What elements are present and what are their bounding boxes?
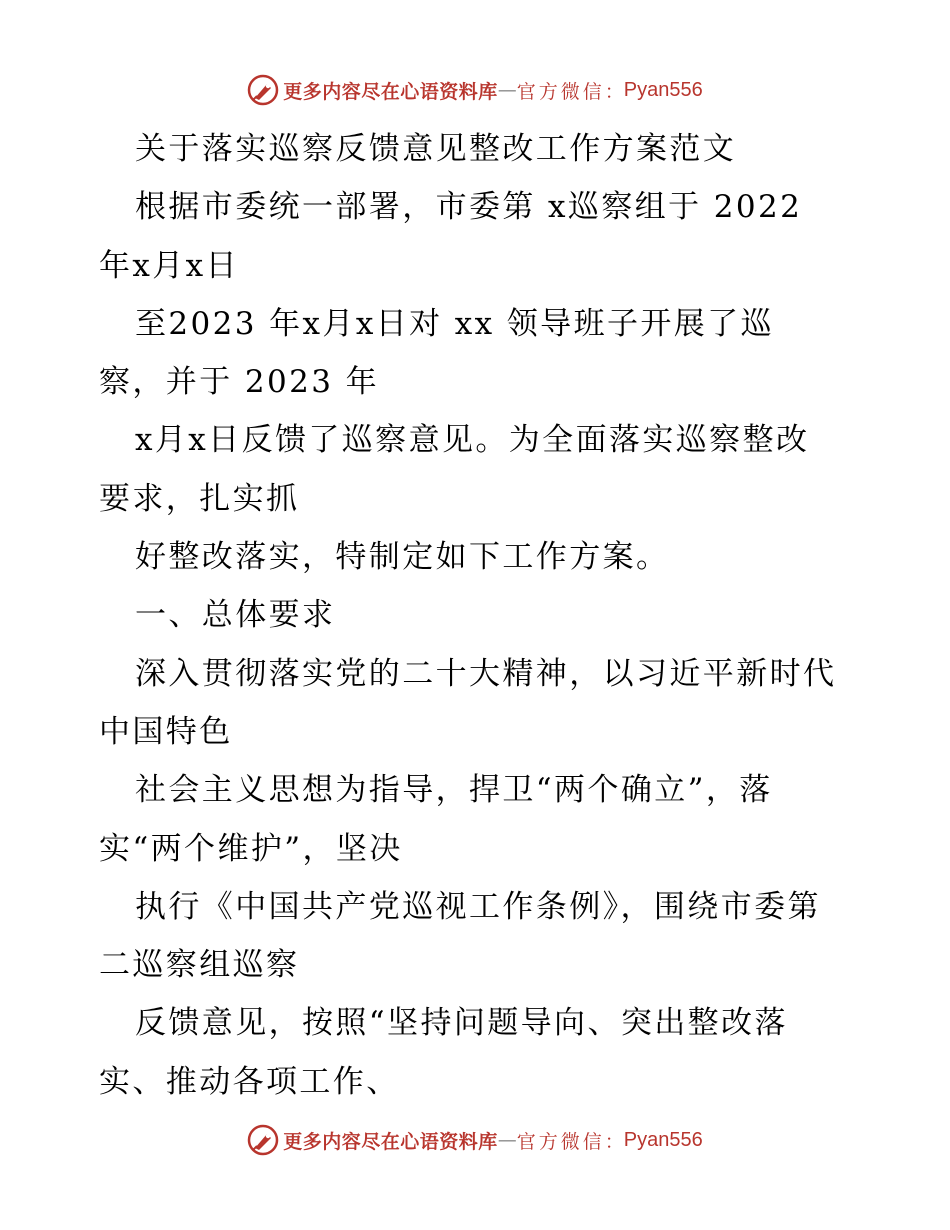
paragraph-line: x月x日反馈了巡察意见。为全面落实巡察整改 xyxy=(135,422,810,459)
pen-nib-logo-icon xyxy=(247,1124,279,1156)
footer-watermark-banner xyxy=(0,1120,950,1160)
paragraph-line: 社会主义思想为指导，捍卫“两个确立”，落 xyxy=(135,772,773,809)
paragraph-line: 年x月x日 xyxy=(99,247,239,284)
section-heading: 一、总体要求 xyxy=(135,597,336,634)
banner-wechat-label: 官方微信 xyxy=(516,1130,605,1153)
header-watermark-banner xyxy=(0,70,950,110)
paragraph-line: 好整改落实，特制定如下工作方案。 xyxy=(135,539,670,576)
document-body xyxy=(99,120,859,1111)
pen-nib-logo-icon xyxy=(247,74,279,106)
banner-dash: — xyxy=(497,79,517,101)
paragraph-line: 察，并于 2023 年 xyxy=(99,364,379,401)
paragraph-line: 要求，扎实抓 xyxy=(99,480,300,517)
document-title: 关于落实巡察反馈意见整改工作方案范文 xyxy=(135,131,737,167)
paragraph-line: 中国特色 xyxy=(99,713,233,750)
paragraph-line: 执行《中国共产党巡视工作条例》，围绕市委第 xyxy=(135,888,821,925)
paragraph-line: 实、推动各项工作、 xyxy=(99,1063,400,1100)
banner-colon: ： xyxy=(604,1130,624,1153)
banner-main-text: 更多内容尽在心语资料库 xyxy=(283,80,498,103)
paragraph-line: 二巡察组巡察 xyxy=(99,947,300,984)
banner-colon: ： xyxy=(604,80,624,103)
paragraph-line: 反馈意见，按照“坚持问题导向、突出整改落 xyxy=(135,1005,788,1042)
paragraph-line: 深入贯彻落实党的二十大精神，以习近平新时代 xyxy=(135,655,837,692)
paragraph-line: 根据市委统一部署，市委第 x巡察组于 2022 xyxy=(135,189,803,226)
banner-wechat-label: 官方微信 xyxy=(516,80,605,103)
paragraph-line: 实“两个维护”，坚决 xyxy=(99,830,403,867)
banner-wechat-id: Pyan556 xyxy=(623,1128,703,1151)
banner-main-text: 更多内容尽在心语资料库 xyxy=(283,1130,498,1153)
paragraph-line: 至2023 年x月x日对 xx 领导班子开展了巡 xyxy=(135,305,774,342)
banner-dash: — xyxy=(497,1129,517,1151)
banner-wechat-id: Pyan556 xyxy=(623,78,703,101)
